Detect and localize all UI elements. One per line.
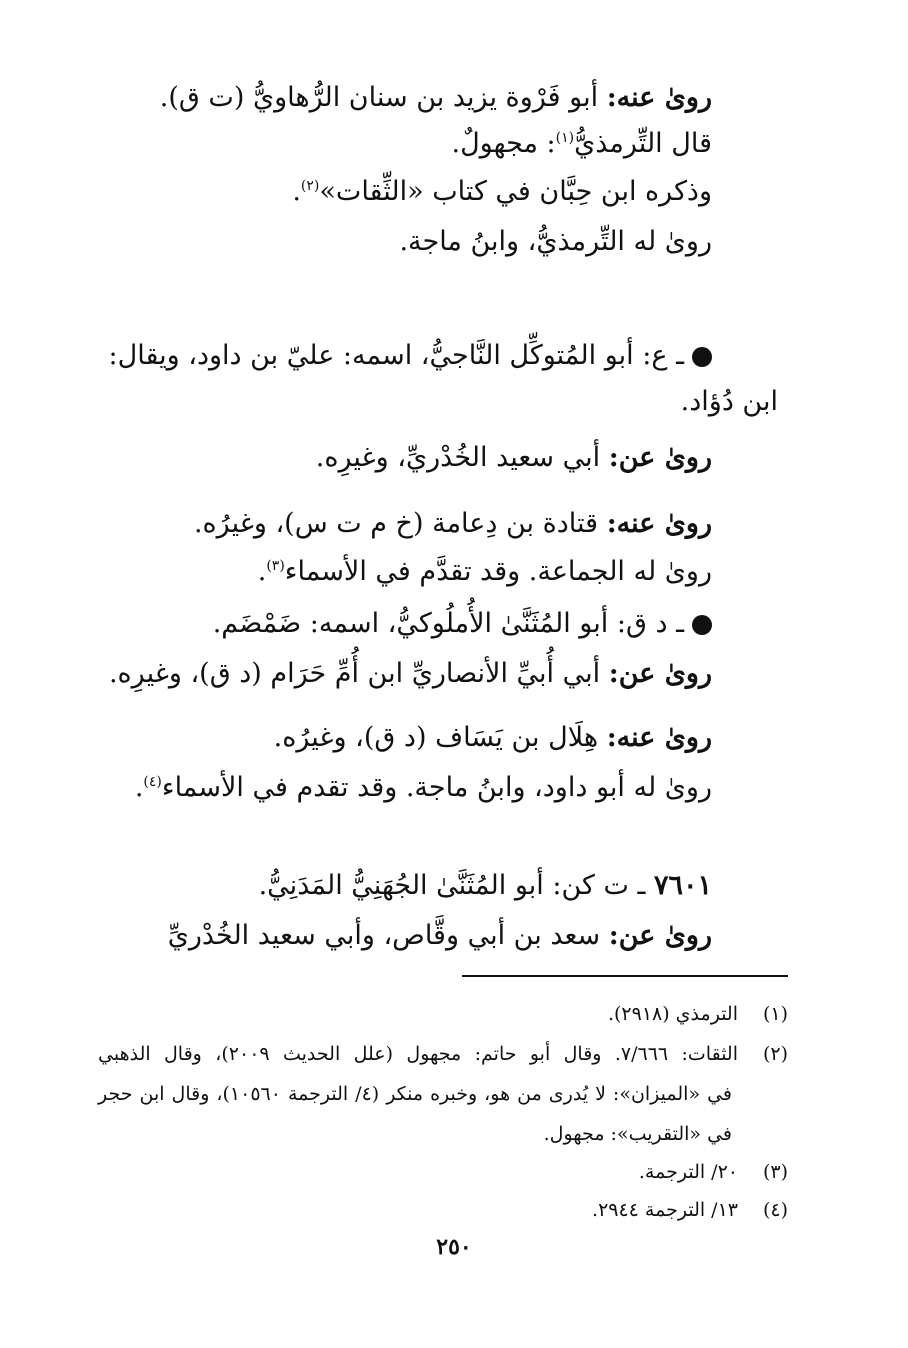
narrated-from-text: أبي أُبيِّ الأنصاريِّ ابن أُمِّ حَرَام (د ق)، وغيرِه. <box>108 658 601 689</box>
footnote-number: (٣) <box>762 1161 788 1183</box>
narrated-from-label: روىٰ عن: <box>608 920 712 951</box>
ibn-hibban-text: وذكره ابن حِبَّان في كتاب «الثِّقات» <box>319 176 712 207</box>
narrated-by-line <box>100 76 712 120</box>
footnote-text: الترمذي (٢٩١٨). <box>607 1003 738 1025</box>
narrated-from-text: أبي سعيد الخُدْريِّ، وغيرِه. <box>315 442 601 473</box>
narrators-line <box>100 550 712 594</box>
footnote-2-continued <box>98 1074 732 1114</box>
narrators-line <box>100 766 712 810</box>
footnote-ref: (٤) <box>143 774 162 790</box>
footnote-text: ٢٠/ الترجمة. <box>638 1161 738 1183</box>
narrated-from-label: روىٰ عن: <box>608 442 712 473</box>
page-number: ٢٥٠ <box>436 1234 472 1260</box>
bullet-icon <box>692 615 712 635</box>
entry-heading <box>100 864 712 908</box>
narrators-text: روىٰ له أبو داود، وابنُ ماجة. وقد تقدم في الأسماء <box>161 772 712 803</box>
narrated-by-line <box>100 502 712 546</box>
narrators-line <box>100 220 712 264</box>
footnote-text: الثقات: ٧/٦٦٦. وقال أبو حاتم: مجهول (علل الحديث ٢٠٠٩)، وقال الذهبي <box>98 1043 738 1065</box>
narrated-by-line <box>100 716 712 760</box>
entry-heading-continued <box>100 380 778 424</box>
footnote-4 <box>98 1190 788 1230</box>
narrator-text: أبو فَرْوة يزيد بن سنان الرُّهاويُّ (ت ق). <box>159 82 599 113</box>
footnote-3 <box>98 1152 788 1192</box>
entry-heading-cont-text: ابن دُؤاد. <box>680 386 778 417</box>
narrated-by-text: قتادة بن دِعامة (خ م ت س)، وغيرُه. <box>193 508 599 539</box>
entry-heading-text: ـ ت كن: أبو المُثَنَّىٰ الجُهَنِيُّ المَدَنِيُّ. <box>258 870 646 901</box>
footnote-2 <box>98 1034 788 1074</box>
narrated-from-text: سعد بن أبي وقَّاص، وأبي سعيد الخُدْريِّ <box>167 920 601 951</box>
narrators-text: روىٰ له الجماعة. وقد تقدَّم في الأسماء <box>284 556 712 587</box>
verdict-text: قال التِّرمذيُّ <box>574 128 712 159</box>
footnote-ref: (٢) <box>300 178 320 194</box>
bullet-icon <box>692 347 712 367</box>
narrators-text: روىٰ له التِّرمذيُّ، وابنُ ماجة. <box>399 226 712 257</box>
ibn-hibban-tail: . <box>292 176 301 207</box>
narrated-from-line <box>100 652 712 696</box>
footnote-number: (٤) <box>762 1199 788 1221</box>
footnote-text: في «الميزان»: لا يُدرى من هو، وخبره منكر (٤/ الترجمة ١٠٥٦٠)، وقال ابن حجر <box>98 1083 732 1105</box>
footnote-text: ١٣/ الترجمة ٢٩٤٤. <box>592 1199 738 1221</box>
footnote-ref: (٣) <box>266 558 285 574</box>
tirmidhi-verdict-line <box>100 122 712 166</box>
narrated-from-line <box>100 914 712 958</box>
footnote-text: في «التقريب»: مجهول. <box>543 1123 732 1145</box>
narrated-by-label: روىٰ عنه: <box>606 82 712 113</box>
narrators-tail: . <box>257 556 267 587</box>
entry-heading-text: ع: أبو المُتوكِّل النَّاجيُّ، اسمه: عليّ بن داود، ويقال: <box>108 340 668 371</box>
narrated-by-label: روىٰ عنه: <box>606 508 712 539</box>
footnote-1 <box>98 994 788 1034</box>
footnote-2-continued <box>98 1114 732 1154</box>
narrated-by-label: روىٰ عنه: <box>606 722 712 753</box>
narrators-tail: . <box>134 772 144 803</box>
entry-dash: ـ <box>676 340 684 371</box>
verdict-tail: : مجهولٌ. <box>451 128 556 159</box>
narrated-by-text: هِلَال بن يَسَاف (د ق)، وغيرُه. <box>273 722 599 753</box>
footnote-number: (٢) <box>762 1043 788 1065</box>
entry-heading-text: ـ د ق: أبو المُثَنَّىٰ الأُملُوكيُّ، اسمه: ضَمْضَم. <box>212 608 684 639</box>
entry-heading <box>100 602 712 646</box>
footnote-number: (١) <box>762 1003 788 1025</box>
narrated-from-line <box>100 436 712 480</box>
entry-heading <box>108 334 712 378</box>
footnote-divider <box>462 975 788 977</box>
entry-number: ٧٦٠١ <box>653 870 712 901</box>
ibn-hibban-line <box>100 170 712 214</box>
footnote-ref: (١) <box>555 130 575 146</box>
narrated-from-label: روىٰ عن: <box>608 658 712 689</box>
